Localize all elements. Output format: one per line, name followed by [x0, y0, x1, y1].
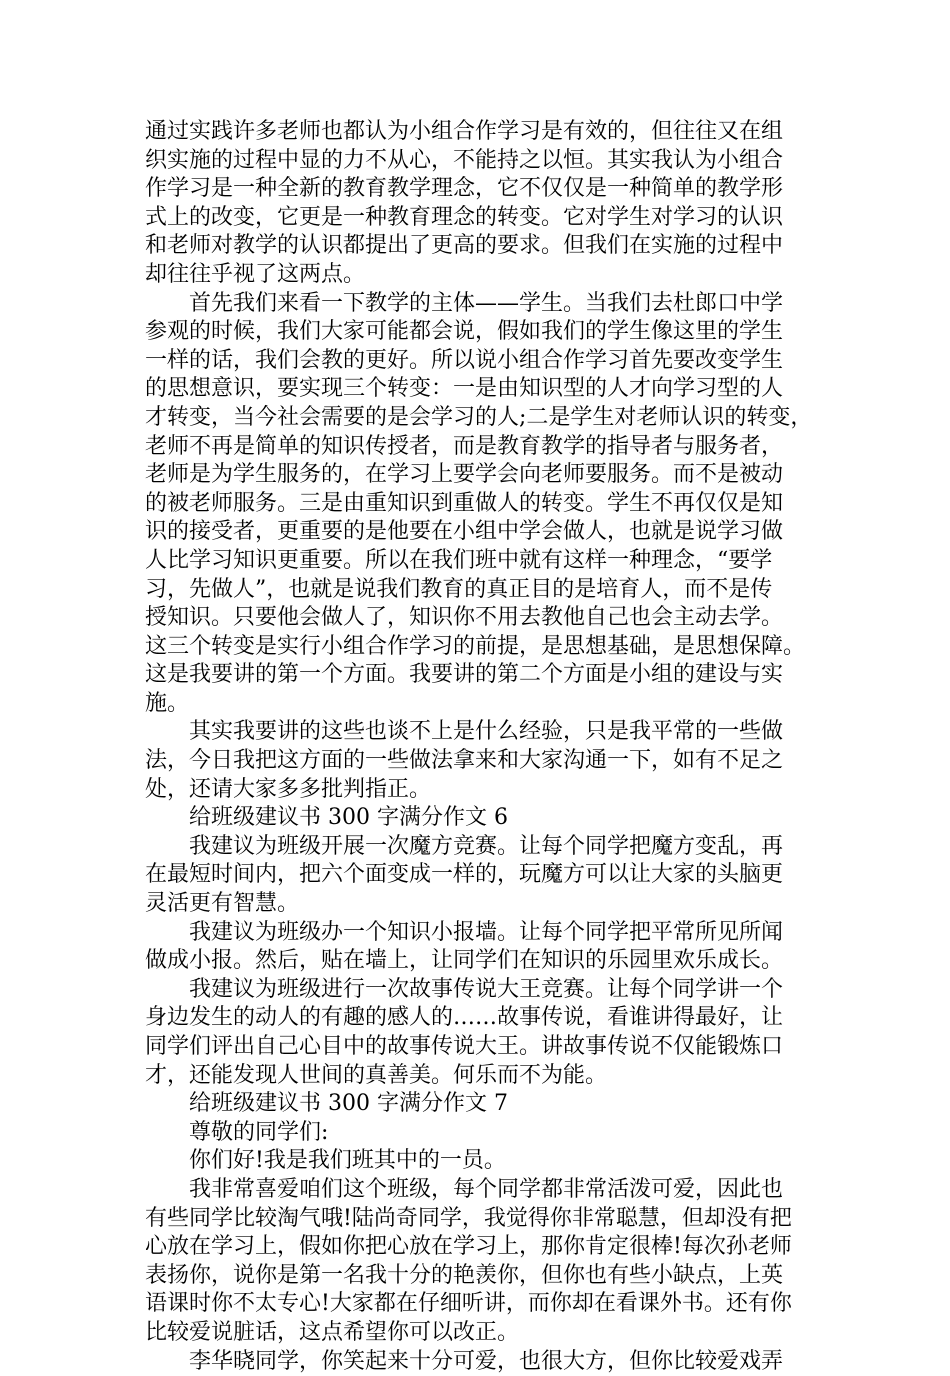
text-line: 身边发生的动人的有趣的感人的……故事传说，看谁讲得最好，让	[145, 1005, 784, 1031]
text-line: 心放在学习上，假如你把心放在学习上，那你肯定很棒!每次孙老师	[145, 1234, 792, 1260]
text-line: 你们好!我是我们班其中的一员。	[189, 1148, 506, 1174]
text-line: 做成小报。然后，贴在墙上，让同学们在知识的乐园里欢乐成长。	[145, 948, 784, 974]
text-line: 才转变，当今社会需要的是会学习的人;二是学生对老师认识的转变，	[145, 404, 813, 430]
text-line: 识的接受者，更重要的是他要在小组中学会做人，也就是说学习做	[145, 519, 784, 545]
text-line: 这三个转变是实行小组合作学习的前提，是思想基础，是思想保障。	[145, 633, 806, 659]
text-line: 我建议为班级办一个知识小报墙。让每个同学把平常所见所闻	[189, 919, 784, 945]
text-line: 灵活更有智慧。	[145, 891, 300, 917]
text-line: 一样的话，我们会教的更好。所以说小组合作学习首先要改变学生	[145, 347, 784, 373]
text-line: 首先我们来看一下教学的主体——学生。当我们去杜郎口中学	[189, 290, 784, 316]
text-line: 老师不再是简单的知识传授者，而是教育教学的指导者与服务者，	[145, 433, 784, 459]
text-line: 和老师对教学的认识都提出了更高的要求。但我们在实施的过程中	[145, 233, 784, 259]
text-line: 给班级建议书 300 字满分作文 7	[189, 1091, 508, 1117]
text-line: 这是我要讲的第一个方面。我要讲的第二个方面是小组的建设与实	[145, 662, 784, 688]
text-line: 习，先做人”，也就是说我们教育的真正目的是培育人，而不是传	[145, 576, 773, 602]
text-line: 式上的改变，它更是一种教育理念的转变。它对学生对学习的认识	[145, 204, 784, 230]
text-line: 我建议为班级开展一次魔方竞赛。让每个同学把魔方变乱，再	[189, 833, 784, 859]
text-line: 有些同学比较淘气哦!陆尚奇同学，我觉得你非常聪慧，但却没有把	[145, 1205, 792, 1231]
text-line: 比较爱说脏话，这点希望你可以改正。	[145, 1319, 520, 1345]
text-line: 其实我要讲的这些也谈不上是什么经验，只是我平常的一些做	[189, 719, 784, 745]
text-line: 却往往乎视了这两点。	[145, 261, 366, 287]
text-line: 人比学习知识更重要。所以在我们班中就有这样一种理念，“要学	[145, 547, 773, 573]
text-line: 通过实践许多老师也都认为小组合作学习是有效的，但往往又在组	[145, 119, 784, 144]
text-line: 李华晓同学，你笑起来十分可爱，也很大方，但你比较爱戏弄	[189, 1348, 784, 1374]
text-line: 尊敬的同学们:	[189, 1119, 329, 1145]
text-line: 授知识。只要他会做人了，知识你不用去教他自己也会主动去学。	[145, 605, 784, 631]
text-line: 施。	[145, 690, 190, 716]
text-line: 老师是为学生服务的，在学习上要学会向老师要服务。而不是被动	[145, 462, 784, 488]
text-line: 织实施的过程中显的力不从心，不能持之以恒。其实我认为小组合	[145, 147, 784, 173]
text-line: 作学习是一种全新的教育教学理念，它不仅仅是一种简单的教学形	[145, 176, 784, 202]
text-line: 参观的时候，我们大家可能都会说，假如我们的学生像这里的学生	[145, 319, 784, 345]
text-line: 我非常喜爱咱们这个班级，每个同学都非常活泼可爱，因此也	[189, 1176, 784, 1202]
text-line: 处，还请大家多多批判指正。	[145, 776, 432, 802]
text-line: 表扬你，说你是第一名我十分的艳羡你，但你也有些小缺点，上英	[145, 1262, 784, 1288]
text-line: 给班级建议书 300 字满分作文 6	[189, 805, 508, 831]
document-body	[145, 118, 813, 1376]
text-line: 语课时你不太专心!大家都在仔细听讲，而你却在看课外书。还有你	[145, 1291, 792, 1317]
text-line: 法，今日我把这方面的一些做法拿来和大家沟通一下，如有不足之	[145, 748, 784, 774]
text-line: 的思想意识，要实现三个转变：一是由知识型的人才向学习型的人	[145, 376, 784, 402]
text-line: 才，还能发现人世间的真善美。何乐而不为能。	[145, 1062, 608, 1088]
text-line: 在最短时间内，把六个面变成一样的，玩魔方可以让大家的头脑更	[145, 862, 784, 888]
text-line: 同学们评出自己心目中的故事传说大王。讲故事传说不仅能锻炼口	[145, 1034, 784, 1059]
text-line: 我建议为班级进行一次故事传说大王竞赛。让每个同学讲一个	[189, 976, 784, 1002]
text-line: 的被老师服务。三是由重知识到重做人的转变。学生不再仅仅是知	[145, 490, 784, 516]
